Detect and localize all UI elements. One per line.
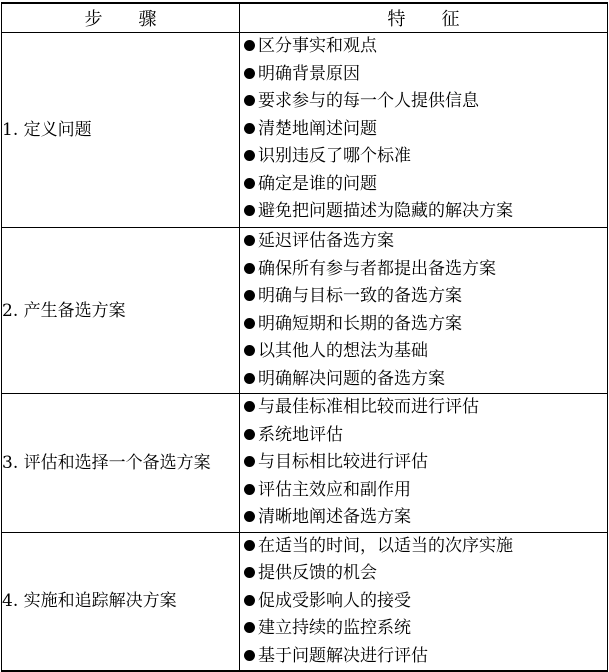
feature-text: 在适当的时间，以适当的次序实施 bbox=[258, 535, 513, 556]
feature-text: 明确背景原因 bbox=[258, 63, 360, 84]
bullet-icon bbox=[244, 595, 255, 606]
list-item bbox=[240, 449, 607, 477]
list-item bbox=[240, 477, 607, 505]
bullet-icon bbox=[244, 540, 255, 551]
bullet-icon bbox=[244, 68, 255, 79]
list-item bbox=[240, 533, 607, 561]
list-item bbox=[240, 588, 607, 616]
bullet-icon bbox=[244, 429, 255, 440]
list-item bbox=[240, 198, 607, 226]
bullet-icon bbox=[244, 123, 255, 134]
header-feature: 特 征 bbox=[240, 3, 608, 33]
table-row bbox=[2, 33, 608, 228]
feature-list bbox=[240, 533, 607, 671]
problem-solving-steps-table bbox=[1, 2, 608, 672]
feature-cell bbox=[240, 33, 608, 228]
feature-text: 确保所有参与者都提出备选方案 bbox=[258, 258, 496, 279]
feature-list bbox=[240, 228, 607, 393]
list-item bbox=[240, 116, 607, 144]
list-item bbox=[240, 422, 607, 450]
list-item bbox=[240, 256, 607, 284]
list-item bbox=[240, 366, 607, 394]
list-item bbox=[240, 283, 607, 311]
feature-text: 清晰地阐述备选方案 bbox=[258, 507, 411, 527]
list-item bbox=[240, 61, 607, 89]
bullet-icon bbox=[244, 567, 255, 578]
bullet-icon bbox=[244, 456, 255, 467]
feature-text: 延迟评估备选方案 bbox=[258, 231, 394, 251]
list-item bbox=[240, 228, 607, 256]
feature-text: 基于问题解决进行评估 bbox=[258, 645, 428, 666]
feature-text: 清楚地阐述问题 bbox=[258, 118, 377, 139]
feature-cell bbox=[240, 228, 608, 394]
bullet-icon bbox=[244, 484, 255, 495]
feature-list bbox=[240, 33, 607, 226]
step-cell: 1. 定义问题 bbox=[2, 33, 240, 228]
bullet-icon bbox=[244, 511, 255, 522]
bullet-icon bbox=[244, 178, 255, 189]
feature-text: 明确与目标一致的备选方案 bbox=[258, 286, 462, 306]
table-row bbox=[2, 394, 608, 533]
bullet-icon bbox=[244, 622, 255, 633]
feature-text: 识别违反了哪个标准 bbox=[258, 146, 411, 166]
bullet-icon bbox=[244, 95, 255, 106]
feature-text: 以其他人的想法为基础 bbox=[258, 341, 428, 361]
list-item bbox=[240, 33, 607, 61]
bullet-icon bbox=[244, 205, 255, 216]
bullet-icon bbox=[244, 345, 255, 356]
feature-text: 区分事实和观点 bbox=[258, 36, 377, 56]
bullet-icon bbox=[244, 40, 255, 51]
feature-text: 确定是谁的问题 bbox=[258, 173, 377, 194]
feature-text: 评估主效应和副作用 bbox=[258, 479, 411, 500]
feature-list bbox=[240, 394, 607, 532]
feature-text: 建立持续的监控系统 bbox=[258, 618, 411, 638]
list-item bbox=[240, 560, 607, 588]
step-cell: 2. 产生备选方案 bbox=[2, 228, 240, 394]
feature-text: 要求参与的每一个人提供信息 bbox=[258, 91, 479, 111]
list-item bbox=[240, 311, 607, 339]
bullet-icon bbox=[244, 263, 255, 274]
list-item bbox=[240, 338, 607, 366]
feature-text: 提供反馈的机会 bbox=[258, 563, 377, 583]
feature-cell bbox=[240, 394, 608, 533]
list-item bbox=[240, 88, 607, 116]
list-item bbox=[240, 394, 607, 422]
table-row bbox=[2, 228, 608, 394]
step-cell: 4. 实施和追踪解决方案 bbox=[2, 532, 240, 671]
feature-cell bbox=[240, 532, 608, 671]
feature-text: 系统地评估 bbox=[258, 424, 343, 445]
list-item bbox=[240, 143, 607, 171]
list-item bbox=[240, 504, 607, 532]
header-step: 步 骤 bbox=[2, 3, 240, 33]
list-item bbox=[240, 615, 607, 643]
feature-text: 与最佳标准相比较而进行评估 bbox=[258, 397, 479, 417]
feature-text: 与目标相比较进行评估 bbox=[258, 452, 428, 472]
list-item bbox=[240, 171, 607, 199]
bullet-icon bbox=[244, 290, 255, 301]
bullet-icon bbox=[244, 401, 255, 412]
bullet-icon bbox=[244, 318, 255, 329]
feature-text: 避免把问题描述为隐藏的解决方案 bbox=[258, 201, 513, 221]
bullet-icon bbox=[244, 650, 255, 661]
table-row bbox=[2, 532, 608, 671]
bullet-icon bbox=[244, 235, 255, 246]
feature-text: 明确解决问题的备选方案 bbox=[258, 368, 445, 389]
list-item bbox=[240, 643, 607, 671]
bullet-icon bbox=[244, 150, 255, 161]
table-header-row bbox=[2, 3, 608, 33]
feature-text: 促成受影响人的接受 bbox=[258, 590, 411, 611]
feature-text: 明确短期和长期的备选方案 bbox=[258, 313, 462, 334]
bullet-icon bbox=[244, 373, 255, 384]
step-cell: 3. 评估和选择一个备选方案 bbox=[2, 394, 240, 533]
